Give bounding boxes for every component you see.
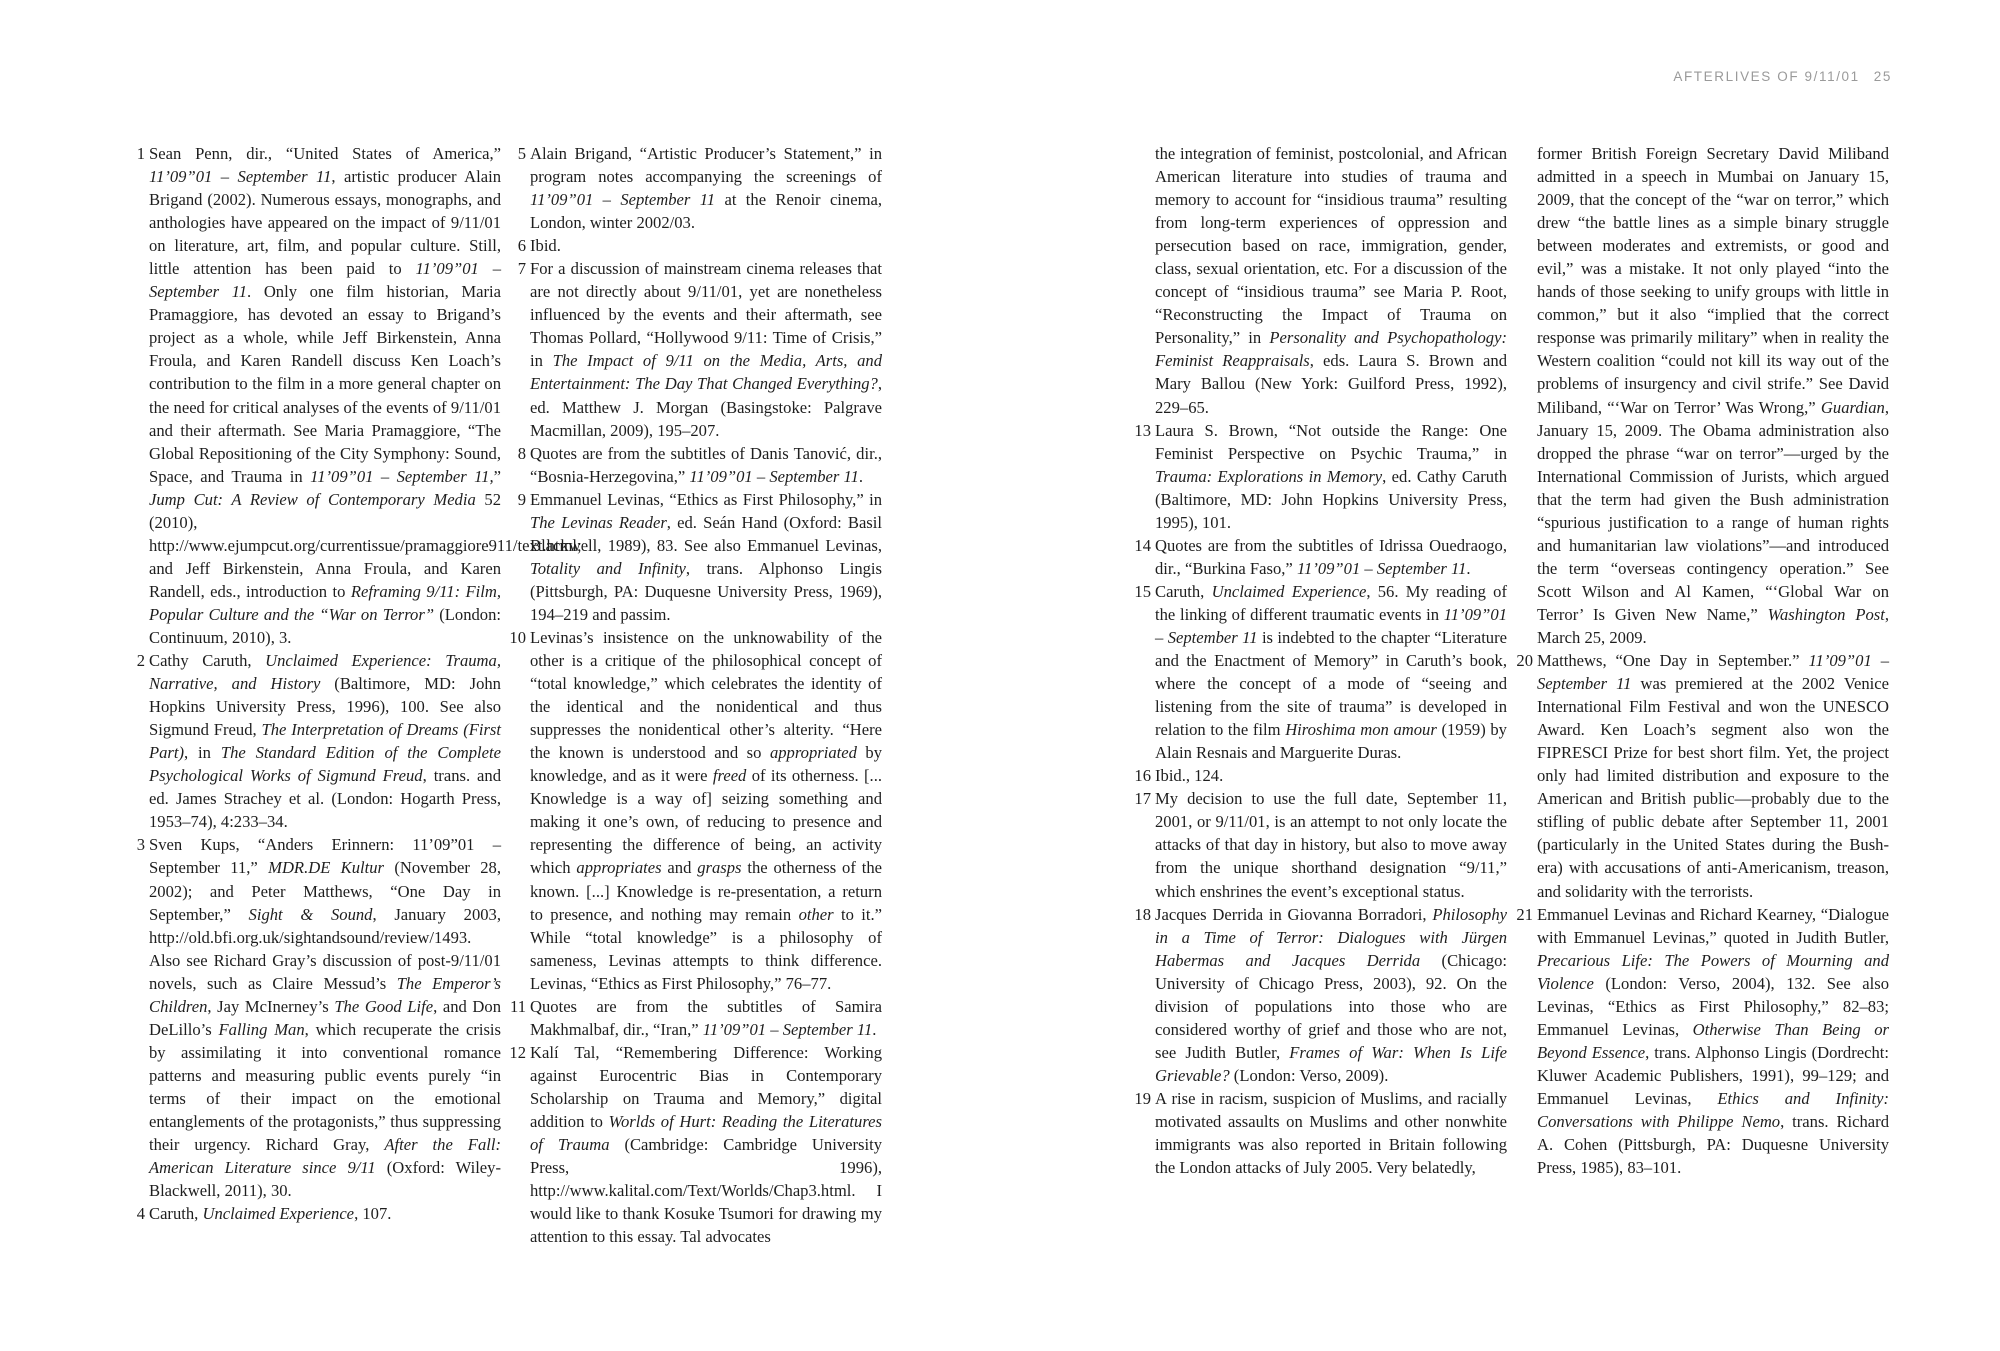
text-run: Quotes are from the subtitles of Samira Makhmalbaf, dir., “Iran,” — [530, 996, 882, 1039]
text-run: ” — [493, 466, 501, 486]
endnote-4 — [136, 1202, 501, 1225]
endnote-7 — [517, 257, 882, 441]
text-run: (1959) by Alain Resnais and Marguerite Duras. — [1155, 720, 1507, 763]
text-run: (London: Continuum, 2010), 3. — [149, 604, 501, 647]
italic-title: Reframing 9/11: Film, Popular Culture and the “War on Terror” — [149, 581, 501, 624]
italic-title: The Emperor’s Children — [149, 973, 501, 1016]
text-run: Jacques Derrida in Giovanna Borradori, — [1155, 904, 1433, 924]
text-run: Emmanuel Levinas and Richard Kearney, “Dialogue with Emmanuel Levinas,” quoted in Judith Butler, — [1537, 904, 1889, 947]
endnote-6 — [517, 234, 882, 257]
notes-column-4 — [1516, 142, 1889, 1179]
italic-title: 11’09”01 – September 11 — [1296, 558, 1467, 578]
endnote-2 — [136, 649, 501, 833]
text-run: Ibid. — [530, 236, 561, 256]
italic-title: Washington Post — [1767, 604, 1885, 624]
endnote-text — [530, 626, 882, 995]
endnote-text — [1537, 903, 1889, 1180]
text-run: , 107. — [354, 1204, 392, 1224]
text-run: , trans. and ed. James Strachey et al. (London: Hogarth Press, 1953–74), 4:233–34. — [149, 766, 501, 832]
text-run: , 56. My reading of the linking of different traumatic events in — [1155, 581, 1507, 624]
endnote-number: 11 — [510, 996, 526, 1016]
endnote-number: 15 — [1134, 581, 1151, 601]
italic-title: Precarious Life: The Powers of Mourning and Violence — [1537, 950, 1889, 993]
italic-title: Hiroshima mon amour — [1285, 720, 1437, 740]
text-run: Kalí Tal, “Remembering Difference: Working against Eurocentric Bias in Contemporary Scholarship on Trauma and Memory,” digital addition to — [530, 1042, 882, 1131]
text-run: , trans. Richard A. Cohen (Pittsburgh, PA: Duquesne University Press, 1985), 83–101. — [1537, 1111, 1889, 1178]
text-run: , January 2003, http://old.bfi.org.uk/sightandsound/review/1493. Also see Richard Gray’s discussion of post-9/11/01 novels, such as Claire Messud’s — [149, 904, 501, 993]
endnote-number: 1 — [136, 144, 145, 163]
text-run: , March 25, 2009. — [1537, 604, 1889, 647]
text-run: at the Renoir cinema, London, winter 2002/03. — [530, 190, 883, 233]
text-run: Emmanuel Levinas, “Ethics as First Philosophy,” in — [530, 489, 882, 509]
text-run: by knowledge, and as it were — [530, 743, 882, 786]
endnote-text — [530, 234, 882, 257]
page-number: 25 — [1873, 69, 1892, 84]
italic-title: Jump Cut: A Review of Contemporary Media — [149, 489, 476, 509]
italic-title: Philosophy in a Time of Terror: Dialogues with Jürgen Habermas and Jacques Derrida — [1155, 904, 1507, 970]
text-run: 52 (2010), http://www.ejumpcut.org/currentissue/pramaggiore911/text.html; and Jeff Birkenstein, Anna Froula, and Karen Randell, eds., introduction to — [149, 489, 582, 601]
endnote-text — [1155, 419, 1507, 534]
endnote-number: 18 — [1134, 904, 1151, 924]
endnote-number: 10 — [509, 627, 526, 647]
endnote-text — [1155, 580, 1507, 764]
text-run: . Only one film historian, Maria Pramaggiore, has devoted an essay to Brigand’s project as a whole, while Jeff Birkenstein, Anna Froula, and Karen Randell discuss Ken Loach’s contribution to the film in a more general chapter on the need for critical analyses of the events of 9/11/01 and their aftermath. See Maria Pramaggiore, “The Global Repositioning of the City Symphony: Sound, Space, and Trauma in — [149, 282, 501, 486]
text-run: , ed. Seán Hand (Oxford: Basil Blackwell, 1989), 83. See also Emmanuel Levinas, — [530, 512, 882, 555]
italic-title: 11’09”01 – September 11 — [149, 259, 502, 302]
text-run: . — [872, 1019, 877, 1039]
endnote-number: 2 — [136, 651, 145, 671]
endnote-number: 9 — [517, 489, 526, 509]
endnote-text — [530, 442, 882, 488]
italic-title: After the Fall: American Literature since 9/11 — [149, 1135, 501, 1178]
text-run: My decision to use the full date, September 11, 2001, or 9/11/01, is an attempt to not only locate the attacks of that day in history, but also to move away from the unique shorthand designation “9/11,” which enshrines the event’s exceptional status. — [1155, 789, 1507, 901]
italic-title: 11’09”01 – September 11 — [1537, 651, 1889, 694]
endnote-15 — [1134, 580, 1507, 764]
endnote-12 — [509, 1041, 883, 1248]
endnote-text — [1155, 787, 1507, 902]
endnote-3 — [136, 833, 501, 1202]
endnote-21 — [1516, 903, 1889, 1180]
endnote-text — [1155, 1087, 1507, 1179]
endnote-text — [1155, 534, 1507, 580]
endnote-text — [1155, 903, 1507, 1087]
endnote-number: 16 — [1134, 766, 1151, 786]
text-run: , trans. Alphonso Lingis (Dordrecht: Kluwer Academic Publishers, 1991), 99–129; and Emmanuel Levinas, — [1537, 1042, 1889, 1108]
endnote-number: 12 — [509, 1042, 526, 1062]
text-run: (London: Verso, 2004), 132. See also Levinas, “Ethics as First Philosophy,” 82–83; Emmanuel Levinas, — [1537, 973, 1889, 1039]
running-head-title: AFTERLIVES OF 9/11/01 — [1673, 69, 1860, 84]
text-run: to it.” While “total knowledge” is a philosophy of sameness, Levinas attempts to think difference. Levinas, “Ethics as First Philosophy,” 76–77. — [530, 904, 882, 993]
endnote-20 — [1516, 649, 1889, 903]
text-run: A rise in racism, suspicion of Muslims, and racially motivated assaults on Muslims and other nonwhite immigrants was also reported in Britain following the London attacks of July 2005. Very belatedly, — [1155, 1088, 1507, 1178]
endnote-10 — [509, 626, 882, 995]
italic-title: Sight & Sound — [248, 904, 373, 924]
italic-title: Ethics and Infinity: Conversations with Philippe Nemo — [1537, 1088, 1889, 1131]
italic-title: appropriated — [769, 743, 857, 763]
notes-column-2 — [509, 142, 883, 1248]
endnote-number: 6 — [517, 236, 526, 256]
endnote-14 — [1134, 534, 1507, 580]
endnote-number: 3 — [136, 835, 145, 855]
text-run: , and Don DeLillo’s — [149, 996, 501, 1039]
text-run: (Oxford: Wiley-Blackwell, 2011), 30. — [149, 1158, 501, 1201]
text-run: . — [1466, 558, 1471, 578]
text-run: Laura S. Brown, “Not outside the Range: One Feminist Perspective on Psychic Trauma,” in — [1155, 420, 1507, 463]
text-run: , ed. Cathy Caruth (Baltimore, MD: John Hopkins University Press, 1995), 101. — [1155, 466, 1507, 532]
text-run: (Chicago: University of Chicago Press, 2003), 92. On the division of populations into those who are considered worthy of grief and those who are not, see Judith Butler, — [1155, 950, 1507, 1062]
endnote-number: 20 — [1516, 651, 1533, 671]
italic-title: other — [798, 904, 834, 924]
text-run: , ed. Matthew J. Morgan (Basingstoke: Palgrave Macmillan, 2009), 195–207. — [530, 374, 882, 440]
italic-title: Unclaimed Experience — [1211, 581, 1367, 601]
text-run: (Baltimore, MD: John Hopkins University Press, 1996), 100. See also Sigmund Freud, — [149, 674, 501, 740]
italic-title: The Levinas Reader — [530, 512, 667, 532]
italic-title: grasps — [697, 858, 742, 878]
text-run: Sven Kups, “Anders Erinnern: 11’09”01 – September 11,” — [149, 835, 501, 878]
notes-column-3 — [1134, 142, 1507, 1179]
italic-title: 11’09”01 – September 11 — [702, 1019, 873, 1039]
text-run: Quotes are from the subtitles of Idrissa Ouedraogo, dir., “Burkina Faso,” — [1155, 535, 1507, 578]
italic-title: 11’09”01 – September 11 — [149, 167, 332, 187]
endnote-11 — [510, 995, 882, 1041]
text-run: (Cambridge: Cambridge University Press, 1996), http://www.kalital.com/Text/Worlds/Chap3.html. I would like to thank Kosuke Tsumori for drawing my attention to this essay. Tal advocates — [530, 1135, 882, 1247]
italic-title: The Interpretation of Dreams (First Part) — [149, 720, 501, 763]
endnote-continuation — [1155, 142, 1507, 419]
text-run: , artistic producer Alain Brigand (2002). Numerous essays, monographs, and anthologies have appeared on the impact of 9/11/01 on literature, art, film, and popular culture. Still, little attention has been paid to — [149, 167, 501, 279]
right-page — [1000, 0, 2000, 1351]
endnote-19 — [1134, 1087, 1507, 1179]
italic-title: Personality and Psychopathology: Feminist Reappraisals — [1155, 328, 1507, 371]
italic-title: Falling Man — [218, 1019, 305, 1039]
endnote-text — [149, 833, 501, 1202]
text-run: (November 28, 2002); and Peter Matthews, “One Day in September,” — [149, 858, 501, 924]
endnote-number: 19 — [1134, 1088, 1151, 1108]
endnote-text — [1537, 142, 1889, 649]
italic-title: Guardian — [1820, 397, 1885, 417]
text-run: Quotes are from the subtitles of Danis Tanović, dir., “Bosnia-Herzegovina,” — [530, 443, 882, 486]
endnote-number: 13 — [1134, 420, 1151, 440]
italic-title: Unclaimed Experience — [202, 1204, 355, 1224]
endnote-9 — [517, 488, 882, 626]
endnote-text — [530, 1041, 882, 1248]
endnote-text — [149, 1202, 501, 1225]
endnote-text — [530, 995, 882, 1041]
text-run: (London: Verso, 2009). — [1229, 1065, 1389, 1085]
italic-title: Trauma: Explorations in Memory — [1155, 466, 1383, 486]
endnote-number: 17 — [1134, 789, 1151, 809]
italic-title: 11’09”01 – September 11 — [530, 190, 716, 210]
endnote-13 — [1134, 419, 1507, 534]
endnote-number: 14 — [1134, 535, 1151, 555]
endnote-5 — [517, 142, 883, 234]
text-run: , January 15, 2009. The Obama administration also dropped the phrase “war on terror”—urged by the International Commission of Jurists, which argued that the term had given the Bush administration “spurious justification to a range of human rights and humanitarian law violations”—and introduced the term “overseas contingency operation.” See Scott Wilson and Al Kamen, “‘Global War on Terror’ Is Given New Name,” — [1537, 397, 1889, 624]
endnote-text — [530, 257, 882, 441]
endnote-18 — [1134, 903, 1507, 1087]
italic-title: Totality and Infinity — [530, 558, 686, 578]
text-run: Levinas’s insistence on the unknowability of the other is a critique of the philosophical concept of “total knowledge,” which celebrates the identity of the identical and the nonidentical and thus suppresses the nonidentical other’s alterity. “Here the known is understood and so — [530, 627, 882, 763]
endnote-number: 8 — [517, 443, 526, 463]
text-run: and — [661, 858, 698, 878]
italic-title: 11’09”01 – September 11 — [1155, 604, 1507, 647]
endnote-number: 5 — [517, 144, 526, 163]
text-run: Caruth, — [1155, 581, 1212, 601]
text-run: . — [858, 466, 864, 486]
text-run: Ibid., 124. — [1155, 766, 1224, 786]
text-run: , trans. Alphonso Lingis (Pittsburgh, PA: Duquesne University Press, 1969), 194–219 and passim. — [530, 558, 882, 624]
endnote-text — [530, 142, 882, 234]
italic-title: Worlds of Hurt: Reading the Literatures of Trauma — [530, 1111, 883, 1155]
text-run: is indebted to the chapter “Literature and the Enactment of Memory” in Caruth’s book, where the concept of a mode of “seeing and listening from the site of trauma” is developed in relation to the film — [1155, 627, 1507, 740]
text-run: , in — [184, 743, 221, 763]
endnote-text — [1537, 649, 1889, 903]
endnote-number: 21 — [1516, 904, 1533, 924]
text-run: , which recuperate the crisis by assimilating it into conventional romance patterns and measuring public events purely “in terms of their impact on the emotional entanglements of the protagonists,” thus suppressing their urgency. Richard Gray, — [149, 1019, 501, 1155]
text-run: the integration of feminist, postcolonial, and African American literature into studies of trauma and memory to account for “insidious trauma” resulting from long-term experiences of oppression and persecution based on race, immigration, gender, class, sexual orientation, etc. For a discussion of the concept of “insidious trauma” see Maria P. Root, “Reconstructing the Impact of Trauma on Personality,” in — [1155, 144, 1507, 348]
endnote-text — [1155, 764, 1507, 787]
endnote-continuation — [1537, 142, 1889, 649]
text-run: former British Foreign Secretary David Miliband admitted in a speech in Mumbai on January 15, 2009, that the concept of the “war on terror,” which drew “the battle lines as a simple binary struggle between moderates and extremists, or good and evil,” was a mistake. It not only played “into the hands of those seeking to unify groups with little in common,” but it also “implied that the correct response was primarily military” when in reality the Western coalition “could not kill its way out of the problems of insurgency and civil strife.” See David Miliband, “‘War on Terror’ Was Wrong,” — [1537, 144, 1889, 417]
text-run: of its otherness. [... Knowledge is a way of] seizing something and making it one’s own, of reducing to presence and representing the difference of being, an activity which — [530, 766, 882, 878]
endnote-17 — [1134, 787, 1507, 902]
italic-title: The Impact of 9/11 on the Media, Arts, and Entertainment: The Day That Changed Everything? — [530, 351, 882, 394]
endnote-number: 7 — [517, 259, 526, 279]
text-run: Sean Penn, dir., “United States of America,” — [149, 144, 501, 163]
italic-title: freed — [712, 766, 747, 786]
italic-title: Unclaimed Experience: Trauma, Narrative, and History — [149, 651, 501, 694]
italic-title: Otherwise Than Being or Beyond Essence — [1537, 1019, 1889, 1062]
italic-title: appropriates — [576, 858, 662, 878]
running-head — [1673, 69, 1892, 84]
italic-title: Frames of War: When Is Life Grievable? — [1155, 1042, 1507, 1085]
text-run: Matthews, “One Day in September.” — [1537, 651, 1809, 671]
endnote-16 — [1134, 764, 1507, 787]
endnote-8 — [517, 442, 882, 488]
endnote-text — [530, 488, 882, 626]
italic-title: The Standard Edition of the Complete Psychological Works of Sigmund Freud — [149, 743, 501, 786]
italic-title: MDR.DE Kultur — [268, 858, 385, 878]
text-run: the otherness of the known. [...] Knowledge is re-presentation, a return to presence, and nothing may remain — [530, 858, 882, 924]
text-run: was premiered at the 2002 Venice International Film Festival and won the UNESCO Award. Ken Loach’s segment also won the FIPRESCI Prize for best short film. Yet, the project only had limited distribution and exposure to the American and British public—probably due to the stifling of public debate after September 11, 2001 (particularly in the United States during the Bush-era) with accusations of anti-Americanism, treason, and solidarity with the terrorists. — [1537, 674, 1889, 901]
text-run: Cathy Caruth, — [149, 651, 266, 671]
text-run: , Jay McInerney’s — [207, 996, 335, 1016]
endnote-text — [149, 649, 501, 833]
endnote-number: 4 — [136, 1204, 145, 1224]
text-run: , eds. Laura S. Brown and Mary Ballou (New York: Guilford Press, 1992), 229–65. — [1155, 351, 1507, 417]
endnote-text — [1155, 142, 1507, 419]
italic-title: The Good Life — [334, 996, 434, 1016]
text-run: Alain Brigand, “Artistic Producer’s Statement,” in program notes accompanying the screenings of — [530, 144, 882, 187]
text-run: For a discussion of mainstream cinema releases that are not directly about 9/11/01, yet are nonetheless influenced by the events and their aftermath, see Thomas Pollard, “Hollywood 9/11: Time of Crisis,” in — [530, 259, 882, 371]
italic-title: 11’09”01 – September 11, — [310, 466, 494, 486]
italic-title: 11’09”01 – September 11 — [689, 466, 859, 486]
text-run: Caruth, — [149, 1204, 203, 1224]
